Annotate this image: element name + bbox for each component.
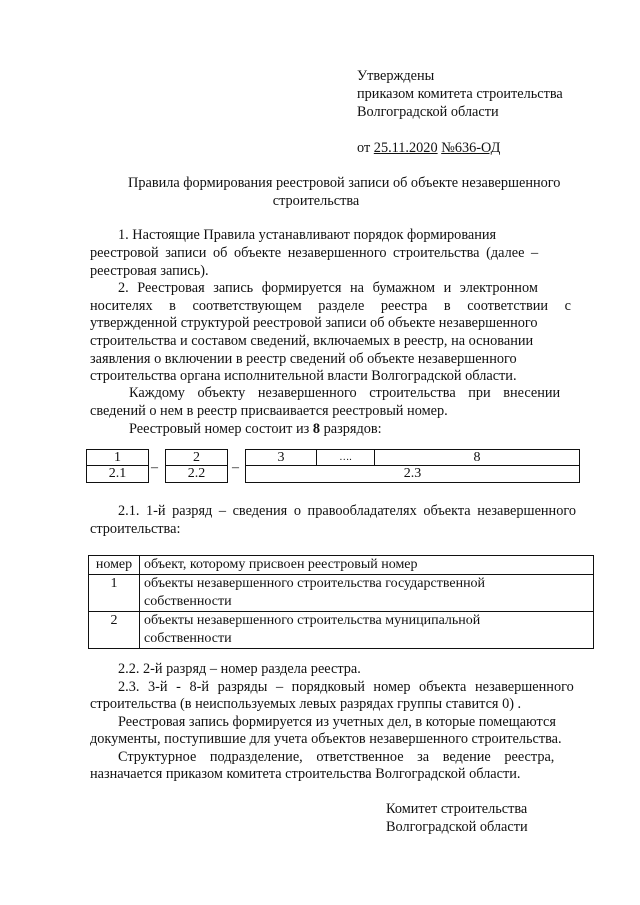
signature-line-1: Комитет строительства xyxy=(386,801,528,817)
table-cell-object-line-1: объекты незавершенного строительства муниципальной xyxy=(144,613,481,628)
p4-line xyxy=(129,420,382,438)
p1-line-2: реестровой записи об объекте незавершенного строительства (далее – xyxy=(90,245,539,261)
p2-line-3: утвержденной структурой реестровой записи об объекте незавершенного xyxy=(90,315,538,331)
p25-line-1: Структурное подразделение, ответственное за ведение реестра, xyxy=(118,749,555,765)
p2-line-6: строительства органа исполнительной власти Волгоградской области. xyxy=(90,368,517,384)
scheme-dash-2: – xyxy=(232,460,239,475)
approval-line-2: приказом комитета строительства xyxy=(357,86,563,102)
p3-line-1: Каждому объекту незавершенного строительства при внесении xyxy=(129,385,561,401)
p23-line-2: строительства (в неиспользуемых левых разрядах группы ставится 0) . xyxy=(90,696,522,712)
p21-line-2: строительства: xyxy=(90,521,181,537)
p1-line-3: реестровая запись). xyxy=(90,263,209,279)
p21-line-1: 2.1. 1-й разряд – сведения о правообладателях объекта незавершенного xyxy=(118,503,577,519)
p1-line-1 xyxy=(118,226,595,244)
scheme-group-2-3: 2.3 xyxy=(245,465,580,483)
table-row xyxy=(89,575,594,612)
p2-line-1: 2. Реестровая запись формируется на бумажном и электронном xyxy=(118,280,538,296)
table-cell-object-line-2: собственности xyxy=(144,594,232,609)
table-cell-object-line-1: объекты незавершенного строительства государственной xyxy=(144,576,486,591)
table-cell-object-line-2: собственности xyxy=(144,631,232,646)
p4-bold-count: 8 xyxy=(312,421,321,437)
scheme-digit-1: 1 xyxy=(86,449,149,466)
table-header-row xyxy=(89,556,594,575)
table-cell-object xyxy=(140,612,594,649)
approval-line-1: Утверждены xyxy=(357,68,435,84)
table-cell-number: 2 xyxy=(89,612,140,649)
doc-title-line-1: Правила формирования реестровой записи об объекте незавершенного xyxy=(128,175,561,191)
p2-line-2: носителях в соответствующем разделе реестра в соответствии с xyxy=(90,298,571,314)
scheme-digit-2: 2 xyxy=(165,449,228,466)
scheme-dash-1: – xyxy=(151,460,158,475)
table-header-number: номер xyxy=(89,556,140,575)
p23-line-1: 2.3. 3-й - 8-й разряды – порядковый номер объекта незавершенного xyxy=(118,679,574,695)
approval-line-3: Волгоградской области xyxy=(357,104,499,120)
scheme-digit-8: 8 xyxy=(374,449,580,466)
p1-line-1-text: 1. Настоящие Правила устанавливают порядок формирования xyxy=(118,227,497,243)
table-header-object: объект, которому присвоен реестровый номер xyxy=(140,556,594,575)
p2-line-4: строительства и составом сведений, включаемых в реестр, на основании xyxy=(90,333,534,349)
p22-line: 2.2. 2-й разряд – номер раздела реестра. xyxy=(118,661,361,677)
p4-suffix: разрядов: xyxy=(323,421,382,437)
approval-date-prefix: от xyxy=(357,140,371,156)
p4-prefix: Реестровый номер состоит из xyxy=(129,421,310,437)
p3-line-2: сведений о нем в реестр присваивается реестровый номер. xyxy=(90,403,448,419)
p25-line-2: назначается приказом комитета строительства Волгоградской области. xyxy=(90,766,521,782)
approval-date-line xyxy=(357,139,500,157)
p2-line-5: заявления о включении в реестр сведений об объекте незавершенного xyxy=(90,351,517,367)
scheme-digit-ellipsis: …. xyxy=(316,449,375,466)
scheme-group-2-2: 2.2 xyxy=(165,465,228,483)
scheme-group-2-1: 2.1 xyxy=(86,465,149,483)
p24-line-1: Реестровая запись формируется из учетных дел, в которые помещаются xyxy=(118,714,556,730)
table-cell-object xyxy=(140,575,594,612)
table-row xyxy=(89,612,594,649)
approval-date: 25.11.2020 xyxy=(373,140,438,156)
owners-table xyxy=(88,555,594,649)
approval-number: №636-ОД xyxy=(441,140,501,156)
doc-title-line-2: строительства xyxy=(272,193,360,209)
scheme-digit-3: 3 xyxy=(245,449,317,466)
table-cell-number: 1 xyxy=(89,575,140,612)
signature-line-2: Волгоградской области xyxy=(386,819,528,835)
p24-line-2: документы, поступившие для учета объектов незавершенного строительства. xyxy=(90,731,562,747)
